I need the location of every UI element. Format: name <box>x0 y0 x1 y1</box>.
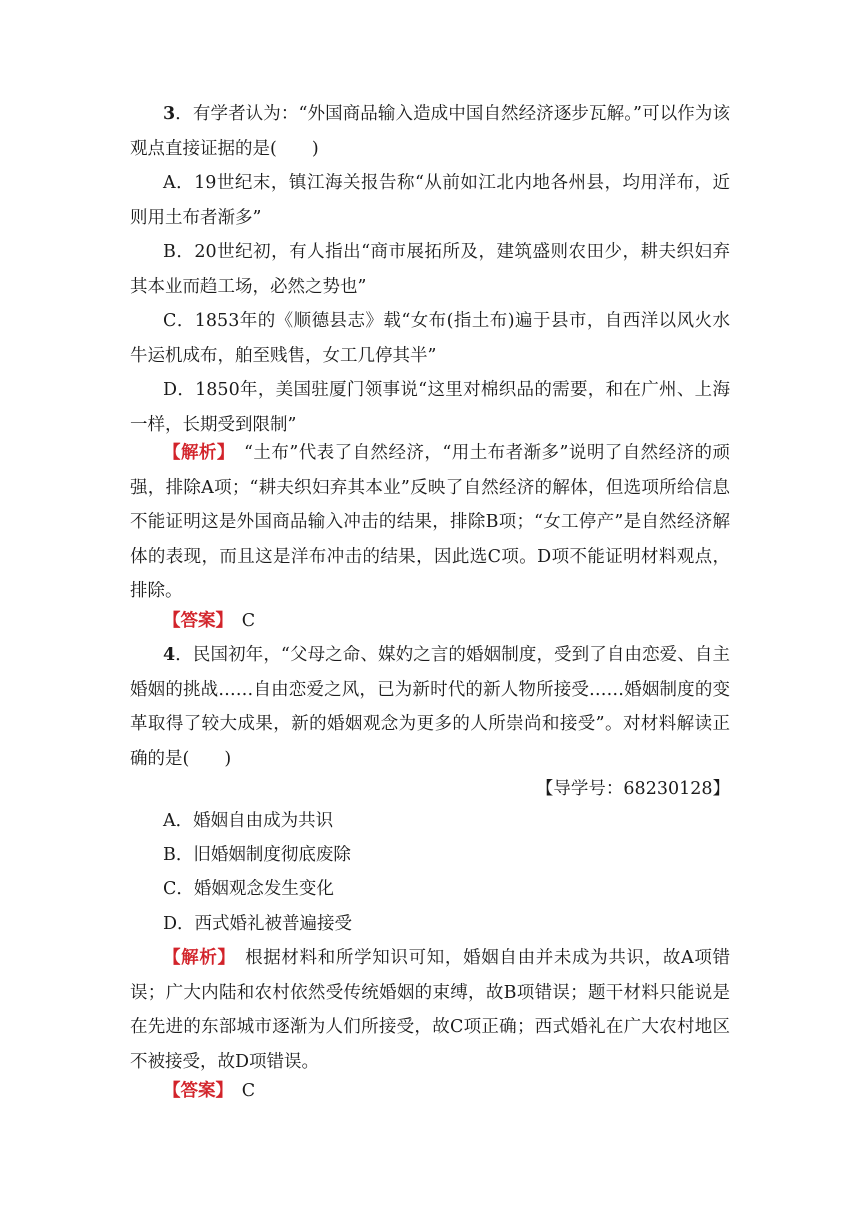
question-4-analysis <box>130 941 730 1079</box>
question-4-analysis-label: 【解析】 <box>163 948 227 968</box>
question-4-analysis-text: 根据材料和所学知识可知，婚姻自由并未成为共识，故A项错误；广大内陆和农村依然受传统婚姻的束缚，故B项错误；题干材料只能说是在先进的东部城市逐渐为人们所接受，故C项正确；西式婚礼在广大农村地区不被接受，故D项错误。 <box>130 948 731 1072</box>
question-4-answer-value: C <box>241 1081 256 1101</box>
question-3-answer-value: C <box>241 611 256 631</box>
question-3-stem <box>130 97 730 166</box>
question-3-analysis-text: “土布”代表了自然经济，“用土布者渐多”说明了自然经济的顽强，排除A项；“耕夫织妇弃其本业”反映了自然经济的解体，但选项所给信息不能证明这是外国商品输入冲击的结果，排除B项；“女工停产”是自然经济解体的表现，而且这是洋布冲击的结果，因此选C项。D项不能证明材料观点，排除。 <box>130 443 730 601</box>
question-4-stem-text: ．民国初年，“父母之命、媒妁之言的婚姻制度，受到了自由恋爱、自主婚姻的挑战……自由恋爱之风，已为新时代的新人物所接受……婚姻制度的变革取得了较大成果，新的婚姻观念为更多的人所崇尚和接受”。对材料解读正确的是( ) <box>130 645 730 769</box>
question-3-analysis <box>130 436 730 609</box>
question-3-option-b: B．20世纪初，有人指出“商市展拓所及，建筑盛则农田少，耕夫织妇弃其本业而趋工场，必然之势也” <box>130 242 730 297</box>
question-4-option-c: C．婚姻观念发生变化 <box>163 879 334 899</box>
question-3-number: 3 <box>163 104 176 124</box>
question-4-option-a: A．婚姻自由成为共识 <box>163 811 334 831</box>
question-4-number: 4 <box>163 645 176 665</box>
question-4-option-b: B．旧婚姻制度彻底废除 <box>163 845 351 865</box>
question-3-stem-text: ．有学者认为：“外国商品输入造成中国自然经济逐步瓦解。”可以作为该观点直接证据的是( ) <box>130 104 730 159</box>
question-4-option-d: D．西式婚礼被普遍接受 <box>163 914 353 934</box>
question-3-answer-label: 【答案】 <box>163 611 225 631</box>
guide-number: 【导学号：68230128】 <box>535 779 730 799</box>
question-3-option-d: D．1850年，美国驻厦门领事说“这里对棉织品的需要，和在广州、上海一样，长期受到限制” <box>130 380 730 435</box>
question-3-option-c: C．1853年的《顺德县志》载“女布(指土布)遍于县市，自西洋以风火水牛运机成布，舶至贱售，女工几停其半” <box>130 311 730 366</box>
question-4-answer <box>130 1074 730 1109</box>
question-4-stem <box>130 638 730 776</box>
question-3-answer <box>130 604 730 639</box>
question-3-analysis-label: 【解析】 <box>163 443 227 463</box>
question-3-option-a: A．19世纪末，镇江海关报告称“从前如江北内地各州县，均用洋布，近则用土布者渐多” <box>130 173 730 228</box>
question-4-answer-label: 【答案】 <box>163 1081 225 1101</box>
